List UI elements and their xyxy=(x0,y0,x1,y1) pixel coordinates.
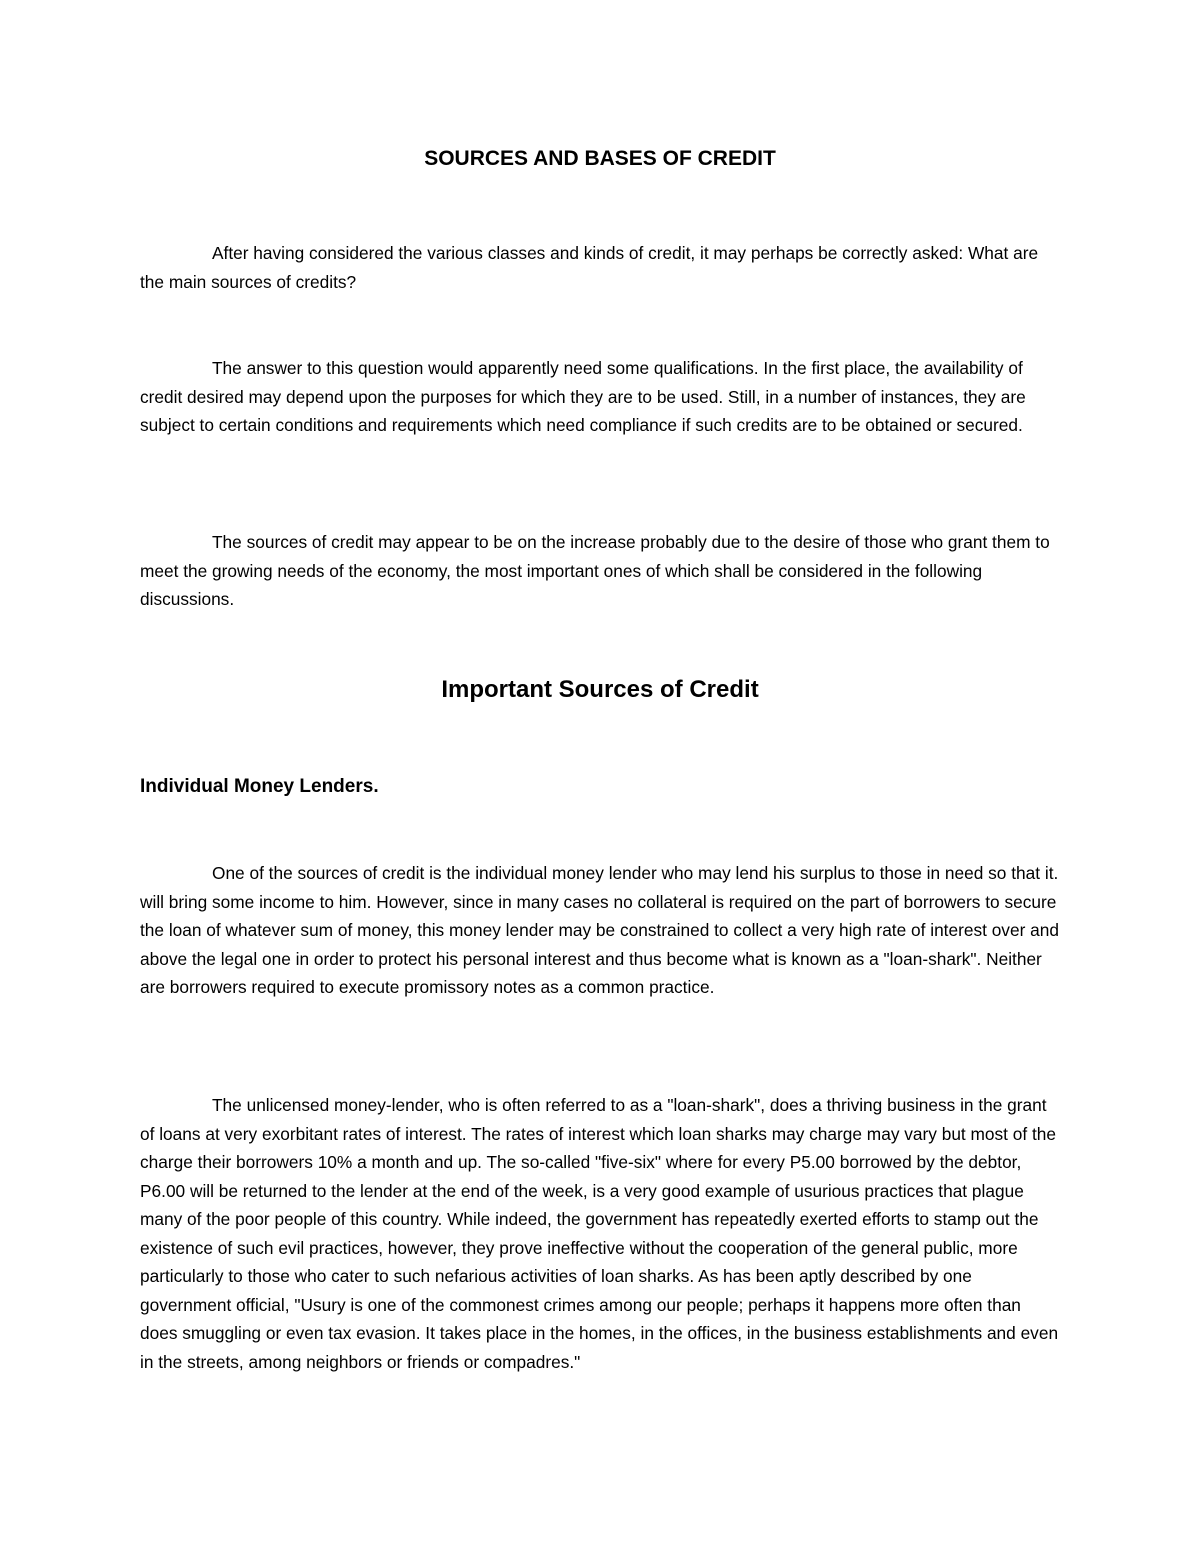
intro-paragraph-2: The answer to this question would apparently need some qualifications. In the first place, the availability of credit desired may depend upon the purposes for which they are to be used. Still, in a number of instances, they are subject to certain conditions and requirements which need compliance if such credits are to be obtained or secured. xyxy=(140,358,1026,435)
document-title: SOURCES AND BASES OF CREDIT xyxy=(424,147,776,170)
intro-paragraph-1: After having considered the various classes and kinds of credit, it may perhaps be correctly asked: What are the main sources of credits? xyxy=(140,243,1039,292)
subsection-paragraph-1: One of the sources of credit is the individual money lender who may lend his surplus to those in need so that it. will bring some income to him. However, since in many cases no collateral is required on the part of borrowers to secure the loan of whatever sum of money, this money lender may be constrained to collect a very high rate of interest over and above the legal one in order to protect his personal interest and thus become what is known as a "loan-shark". Neither are borrowers required to execute promissory notes as a common practice. xyxy=(140,863,1059,997)
section-heading: Important Sources of Credit xyxy=(441,676,759,703)
subsection-heading: Individual Money Lenders. xyxy=(140,776,379,797)
subsection-paragraph-2: The unlicensed money-lender, who is often referred to as a "loan-shark", does a thriving business in the grant of loans at very exorbitant rates of interest. The rates of interest which loan sharks may charge may vary but most of the charge their borrowers 10% a month and up. The so-called "five-six" where for every P5.00 borrowed by the debtor, P6.00 will be returned to the lender at the end of the week, is a very good example of usurious practices that plague many of the poor people of this country. While indeed, the government has repeatedly exerted efforts to stamp out the existence of such evil practices, however, they prove ineffective without the cooperation of the general public, more particularly to those who cater to such nefarious activities of loan sharks. As has been aptly described by one government official, "Usury is one of the commonest crimes among our people; perhaps it happens more often than does smuggling or even tax evasion. It takes place in the homes, in the offices, in the business establishments and even in the streets, among neighbors or friends or compadres." xyxy=(140,1095,1059,1372)
intro-paragraph-3: The sources of credit may appear to be on the increase probably due to the desire of those who grant them to meet the growing needs of the economy, the most important ones of which shall be considered in the following discussions. xyxy=(140,532,1050,609)
